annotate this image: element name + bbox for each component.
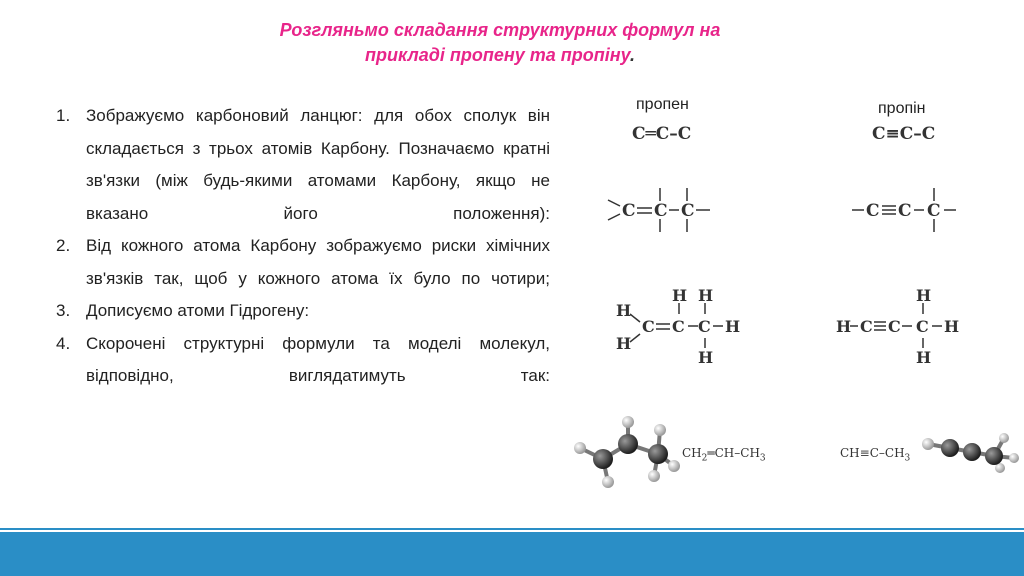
hydrogen-atom: H [616, 301, 632, 320]
footer-bar [0, 532, 1024, 576]
carbon-atom: C [672, 317, 685, 336]
propyne-molecule-model [920, 424, 1020, 474]
propene-condensed-formula [682, 446, 766, 463]
hydrogen-atom: H [698, 348, 714, 367]
hydrogen-atom: H [836, 317, 852, 336]
carbon-atom: C [888, 317, 901, 336]
hydrogen-atom: H [944, 317, 960, 336]
step-item-1 [56, 100, 550, 230]
propyne-condensed-formula [840, 446, 910, 463]
step-number: 3. [56, 301, 71, 320]
propyne-structural-formula [834, 286, 974, 366]
propene-structural-formula [612, 286, 752, 366]
carbon-atom: C [916, 317, 929, 336]
step-number: 2. [56, 236, 71, 255]
step-number: 4. [56, 333, 71, 353]
title-line-2: прикладі пропену та пропіну [365, 45, 630, 65]
hydrogen-atom: H [672, 286, 688, 305]
steps-list [56, 100, 550, 393]
formula-subscript: 3 [759, 453, 766, 464]
step-item-4 [56, 328, 550, 393]
hydrogen-atom: H [616, 334, 632, 353]
slide-title [150, 18, 850, 68]
carbon-atom: C [642, 317, 655, 336]
carbon-atom: C [622, 201, 636, 221]
step-text: Дописуємо атоми Гідрогену: [86, 301, 310, 320]
carbon-atom: C [866, 201, 880, 221]
propyne-bond-skeleton [850, 184, 960, 234]
formula-part: CH [682, 446, 702, 460]
propene-bond-skeleton [606, 184, 716, 234]
step-item-2 [56, 230, 550, 295]
step-item-3 [56, 295, 550, 328]
step-text: Від кожного атома Карбону зображуємо риски хімічних зв'язків так, щоб у кожного атома їх було по чотири; [86, 236, 550, 288]
step-text: Скорочені структурні формули та моделі молекул, відповідно, виглядатимуть так: [86, 333, 550, 385]
carbon-atom: C [860, 317, 873, 336]
propyne-label: пропін [878, 100, 926, 117]
formula-subscript: 3 [904, 453, 911, 464]
carbon-atom: C [898, 201, 912, 221]
step-number: 1. [56, 106, 71, 125]
formula-subscript: 2 [701, 453, 708, 464]
hydrogen-atom: H [916, 286, 932, 305]
propene-label: пропен [636, 96, 689, 113]
hydrogen-atom: H [725, 317, 741, 336]
propene-molecule-model [572, 410, 682, 490]
step-text: Зображуємо карбоновий ланцюг: для обох сполук він складається з трьох атомів Карбону. Позначаємо кратні зв'язки (між будь-якими атомами Карбону, якщо не вказано його положення): [86, 106, 550, 223]
propyne-chain-formula: C≡C–C [872, 124, 936, 144]
formula-part: CH≡C–CH [840, 446, 905, 460]
hydrogen-atom: H [698, 286, 714, 305]
title-line-1: Розгляньмо складання структурних формул на [279, 20, 721, 40]
formula-part: ═CH–CH [707, 446, 760, 460]
carbon-atom: C [927, 201, 941, 221]
carbon-atom: C [681, 201, 695, 221]
title-dot: . [629, 45, 635, 65]
carbon-atom: C [698, 317, 711, 336]
hydrogen-atom: H [916, 348, 932, 367]
propene-chain-formula: C═C–C [632, 124, 692, 144]
footer-line [0, 528, 1024, 530]
title-line-2-wrap [150, 43, 850, 68]
carbon-atom: C [654, 201, 668, 221]
